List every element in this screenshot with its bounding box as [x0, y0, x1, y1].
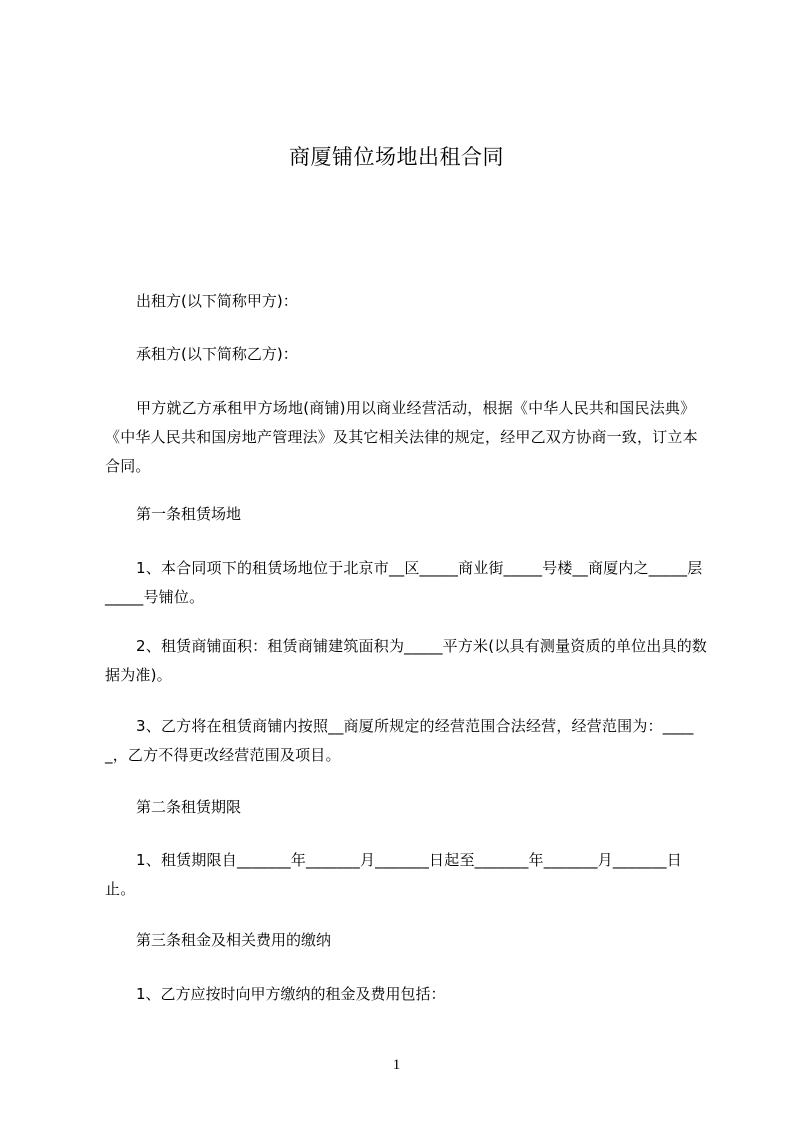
article-3-clause-1: 1、乙方应按时向甲方缴纳的租金及费用包括： — [136, 985, 446, 1003]
article-1-clause-3: 3、乙方将在租赁商铺内按照__商厦所规定的经营范围合法经营，经营范围为：_____，乙方不得更改经营范围及项目。 — [105, 717, 694, 764]
article-3-heading: 第三条租金及相关费用的缴纳 — [136, 931, 332, 949]
page-number: 1 — [392, 1057, 401, 1073]
article-2-clause-1: 1、租赁期限自_______年_______月_______日起至_______年_______月_______日止。 — [105, 851, 682, 898]
article-2-heading: 第二条租赁期限 — [136, 798, 242, 816]
article-1-clause-1: 1、本合同项下的租赁场地位于北京市__区_____商业街_____号楼__商厦内之_____层_____号铺位。 — [105, 559, 703, 606]
lessor-line: 出租方(以下简称甲方)： — [136, 292, 298, 310]
article-1-clause-2: 2、租赁商铺面积：租赁商铺建筑面积为_____平方米(以具有测量资质的单位出具的数据为准)。 — [105, 637, 708, 684]
document-title: 商厦铺位场地出租合同 — [289, 145, 504, 169]
lessee-line: 承租方(以下简称乙方)： — [136, 345, 298, 363]
preamble-paragraph: 甲方就乙方承租甲方场地(商铺)用以商业经营活动，根据《中华人民共和国民法典》《中华人民共和国房地产管理法》及其它相关法律的规定，经甲乙双方协商一致，订立本合同。 — [105, 399, 698, 475]
article-1-heading: 第一条租赁场地 — [136, 505, 242, 523]
